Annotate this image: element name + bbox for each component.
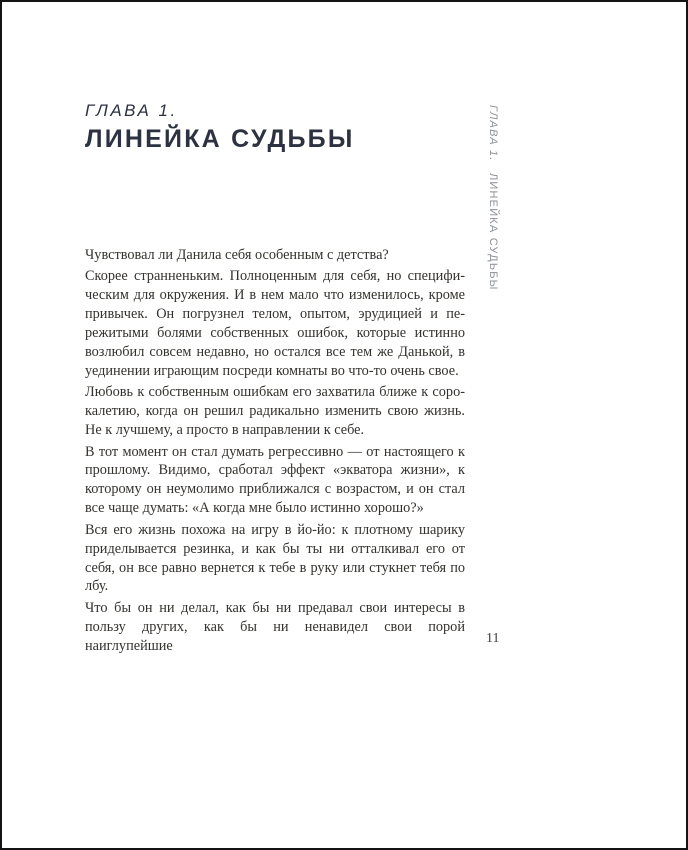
paragraph: Что бы он ни делал, как бы ни предавал свои интересы в пользу других, как бы ни ненавидел свои порой наиглупейшие (85, 599, 465, 654)
running-head (487, 105, 499, 291)
chapter-title: ЛИНЕЙКА СУДЬБЫ (85, 125, 355, 153)
running-head-chapter-title: ЛИНЕЙКА СУДЬБЫ (487, 172, 499, 291)
paragraph: В тот момент он стал думать регрессивно — от настоящего к прошлому. Видимо, сработал эффект «экватора жизни», к которому он неумолимо приближался с возрастом, и он стал все чаще думать: «А когда мне было истинно хорошо?» (85, 443, 465, 517)
body-text-column (85, 246, 465, 658)
paragraph: Вся его жизнь похожа на игру в йо-йо: к плотному шарику приделывается резинка, и как бы ты ни отталкивал его от себя, он все равно вернется к тебе в руку или стукнет тебя по лбу. (85, 521, 465, 595)
chapter-label: ГЛАВА 1. (85, 101, 178, 120)
chapter-heading (85, 102, 355, 152)
page-number: 11 (486, 631, 500, 646)
running-head-chapter-label: ГЛАВА 1. (487, 105, 499, 162)
paragraph: Любовь к собственным ошибкам его захватила ближе к сорокалетию, когда он решил радикально изменить свою жизнь. Не к лучшему, а просто в направлении к себе. (85, 384, 465, 439)
paragraph: Чувствовал ли Данила себя особенным с детства? (85, 247, 389, 263)
paragraph: Скорее странненьким. Полноценным для себя, но специфическим для окружения. И в нем мало что изменилось, кроме привычек. Он погрузнел телом, опытом, эрудицией и пережитыми болями собственных ошибок, которые истинно возлюбил совсем недавно, но остался все тем же Данькой, в уединении играющим посреди комнаты во что-то очень свое. (85, 268, 465, 379)
